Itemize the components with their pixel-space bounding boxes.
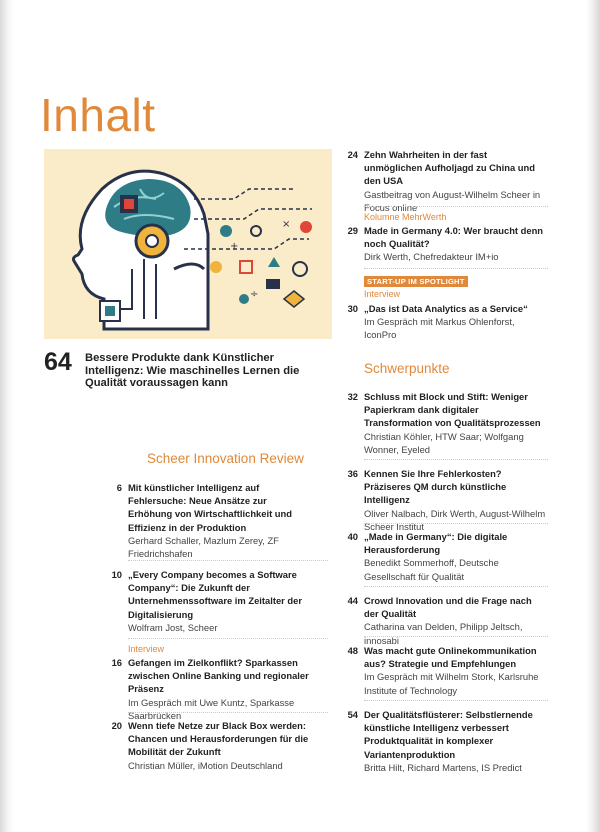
entry-authors: Im Gespräch mit Wilhelm Stork, Karlsruhe Institute of Technology [364, 671, 539, 696]
entry-authors: Wolfram Jost, Scheer [128, 621, 218, 633]
divider [128, 560, 328, 561]
entry-title: „Das ist Data Analytics as a Service“ [364, 303, 528, 314]
section-title-scheer-innovation-review: Scheer Innovation Review [147, 451, 304, 466]
entry-authors: Catharina van Delden, Philipp Jeltsch, innosabi [364, 621, 523, 646]
hero-illustration [44, 149, 332, 339]
entry-label-kolumne: Kolumne MehrWerth [364, 212, 447, 222]
divider [364, 206, 548, 207]
entry-authors: Im Gespräch mit Uwe Kuntz, Sparkasse Saarbrücken [128, 696, 295, 721]
divider [364, 586, 548, 587]
svg-text:×: × [282, 219, 291, 230]
page-title: Inhalt [40, 89, 156, 141]
entry-label-interview: Interview [128, 644, 165, 654]
page-edge-shadow-right [586, 0, 600, 832]
entry-page-number: 24 [347, 149, 358, 160]
entry-page-number: 48 [347, 645, 358, 656]
entry-page-number: 30 [347, 303, 358, 314]
entry-authors: Dirk Werth, Chefredakteur IM+io [364, 251, 499, 263]
entry-page-number: 20 [111, 720, 122, 731]
divider [128, 712, 328, 713]
entry-authors: Oliver Nalbach, Dirk Werth, August-Wilhelm Scheer Institut [364, 507, 546, 532]
divider [364, 268, 548, 269]
entry-title: Wenn tiefe Netze zur Black Box werden: Chancen und Herausforderungen für die Mobilität der Zukunft [128, 720, 309, 758]
entry-page-number: 10 [111, 569, 122, 580]
entry-page-number: 6 [116, 482, 122, 493]
divider [364, 700, 548, 701]
startup-spotlight-badge: START-UP IM SPOTLIGHT [364, 276, 468, 287]
entry-authors: Christian Müller, iMotion Deutschland [128, 759, 283, 771]
entry-label-interview: Interview [364, 289, 401, 299]
entry-title: Crowd Innovation und die Frage nach der Qualität [364, 595, 532, 620]
divider [364, 523, 548, 524]
entry-page-number: 16 [111, 657, 122, 668]
entry-page-number: 36 [347, 468, 358, 479]
entry-page-number: 40 [347, 531, 358, 542]
entry-page-number: 29 [347, 225, 358, 236]
entry-authors: Gastbeitrag von August-Wilhelm Scheer in Focus online [364, 188, 541, 213]
page-edge-shadow-left [0, 0, 14, 832]
entry-title: „Every Company becomes a Software Company“: Die Zukunft der Unternehmenssoftware im Zeitalter der Digitalisierung [128, 569, 303, 620]
svg-text:÷: ÷ [250, 289, 259, 300]
entry-page-number: 44 [347, 595, 358, 606]
entry-title: „Made in Germany“: Die digitale Herausforderung [364, 531, 508, 556]
divider [364, 636, 548, 637]
feature-page-number: 64 [44, 348, 72, 376]
divider [128, 638, 328, 639]
entry-title: Mit künstlicher Intelligenz auf Fehlersuche: Neue Ansätze zur Erhöhung von Wirtschaftlichkeit und Effizienz in der Produktion [128, 482, 292, 533]
divider [364, 459, 548, 460]
entry-title: Gefangen im Zielkonflikt? Sparkassen zwischen Online Banking und regionaler Präsenz [128, 657, 309, 695]
entry-page-number: 32 [347, 391, 358, 402]
entry-title: Made in Germany 4.0: Wer braucht denn noch Qualität? [364, 225, 544, 250]
svg-text:+: + [230, 241, 239, 252]
entry-authors: Britta Hilt, Richard Martens, IS Predict [364, 761, 522, 773]
section-title-schwerpunkte: Schwerpunkte [364, 361, 450, 376]
ai-robot-head-illustration [44, 149, 332, 339]
entry-authors: Christian Köhler, HTW Saar; Wolfgang Wonner, Eyeled [364, 430, 524, 455]
entry-title: Schluss mit Block und Stift: Weniger Papierkram dank digitaler Transformation von Qualitätsprozessen [364, 391, 541, 429]
feature-title: Bessere Produkte dank Künstlicher Intelligenz: Wie maschinelles Lernen die Qualität voraussagen kann [85, 352, 300, 390]
entry-page-number: 54 [347, 709, 358, 720]
entry-title: Was macht gute Onlinekommunikation aus? Strategie und Empfehlungen [364, 645, 537, 670]
entry-authors: Gerhard Schaller, Mazlum Zerey, ZF Friedrichshafen [128, 534, 279, 560]
entry-authors: Im Gespräch mit Markus Ohlenforst, IconPro [364, 316, 515, 341]
entry-authors: Benedikt Sommerhoff, Deutsche Gesellschaft für Qualität [364, 557, 499, 582]
entry-title: Kennen Sie Ihre Fehlerkosten? Präziseres QM durch künstliche Intelligenz [364, 468, 507, 506]
entry-title: Der Qualitätsflüsterer: Selbstlernende künstliche Intelligenz verbessert Produktqualität in komplexer Variantenproduktion [364, 709, 533, 760]
entry-title: Zehn Wahrheiten in der fast unmöglichen Aufholjagd zu China und den USA [364, 149, 535, 187]
